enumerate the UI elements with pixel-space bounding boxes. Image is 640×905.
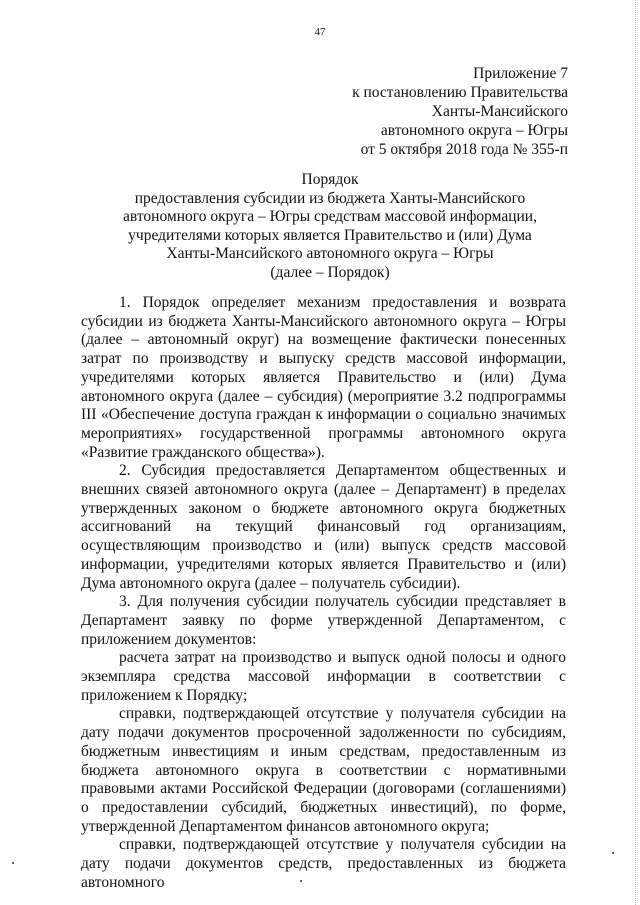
scan-speck <box>612 852 614 854</box>
page-number: 47 <box>314 26 326 38</box>
appendix-header <box>352 64 568 159</box>
title-line: предоставления субсидии из бюджета Ханты-Мансийского <box>134 189 526 207</box>
title-line: автономного округа – Югры средствам массовой информации, <box>123 208 537 225</box>
page-edge <box>634 0 636 905</box>
paragraph-list-item: справки, подтверждающей отсутствие у получателя субсидии на дату подачи документов просроченной задолженности по субсидиям, бюджетным инвестициям и иным средствам, предоставленным из бюджета автономного округа в соответствии с нормативными правовыми актами Российской Федерации (договорами (соглашениями) о предоставлении субсидий, бюджетных инвестиций), по форме, утвержденной Департаментом финансов автономного округа; <box>81 705 566 835</box>
paragraph-1: 1. Порядок определяет механизм предоставления и возврата субсидии из бюджета Ханты-Мансийского автономного округа – Югры (далее – автономный округ) на возмещение фактически понесенных затрат по производству и выпуску средств массовой информации, учредителями которых является Правительство и (или) Дума автономного округа (далее – субсидия) (мероприятие 3.2 подпрограммы III «Обеспечение доступа граждан к информации о социально значимых мероприятиях» государственной программы автономного округа «Развитие гражданского общества»). <box>81 294 566 461</box>
document-body <box>81 294 566 893</box>
appendix-line: автономного округа – Югры <box>380 122 568 139</box>
paragraph-list-item: расчета затрат на производство и выпуск одной полосы и одного экземпляра средства массовой информации в соответствии с приложением к Порядку; <box>81 649 566 704</box>
document-title <box>100 171 560 282</box>
appendix-line: от 5 октября 2018 года № 355-п <box>360 141 568 158</box>
appendix-line: Приложение 7 <box>473 65 568 82</box>
paragraph-3: 3. Для получения субсидии получатель субсидии представляет в Департамент заявку по форме утвержденной Департаментом, с приложением документов: <box>81 593 566 648</box>
title-line: (далее – Порядок) <box>270 263 390 281</box>
title-line: Ханты-Мансийского автономного округа – Югры <box>166 245 494 262</box>
scan-speck <box>300 880 302 882</box>
scan-speck <box>12 862 14 864</box>
paragraph-2: 2. Субсидия предоставляется Департаментом общественных и внешних связей автономного округа (далее – Департамент) в пределах утвержденных законом о бюджете автономного округа бюджетных ассигнований на текущий финансовый год организациям, осуществляющим производство и (или) выпуск средств массовой информации, учредителями которых является Правительство и (или) Дума автономного округа (далее – получатель субсидии). <box>81 462 566 592</box>
appendix-line: Ханты-Мансийского <box>431 103 568 120</box>
title-heading: Порядок <box>301 171 359 188</box>
paragraph-list-item: справки, подтверждающей отсутствие у получателя субсидии на дату подачи документов средств, предоставленных из бюджета автономного <box>81 836 566 891</box>
appendix-line: к постановлению Правительства <box>352 84 568 101</box>
title-line: учредителями которых является Правительство и (или) Дума <box>128 226 532 244</box>
